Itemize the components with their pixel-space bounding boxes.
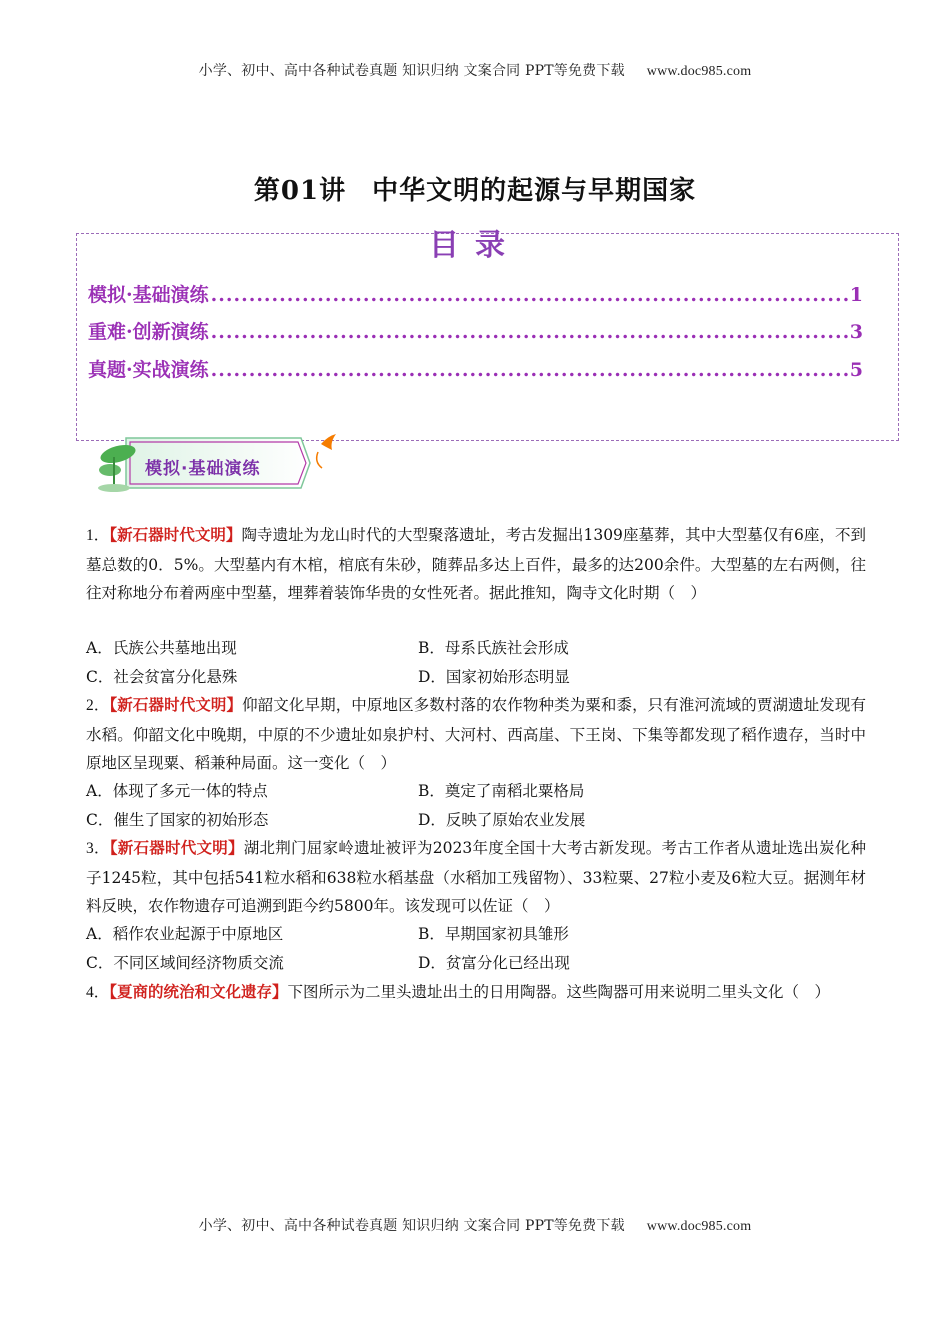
option-d[interactable]: D．国家初始形态明显 — [418, 667, 570, 686]
question-3-options — [86, 920, 866, 977]
page-header — [0, 60, 950, 80]
option-d[interactable]: D．反映了原始农业发展 — [418, 810, 586, 829]
option-b[interactable]: B．母系氏族社会形成 — [418, 639, 569, 657]
question-number: 3． — [86, 840, 110, 857]
section-label: 模拟·基础演练 — [145, 459, 261, 479]
toc-item-label: 真题·实战演练 — [88, 359, 209, 381]
option-c[interactable]: C．社会贫富分化悬殊 — [86, 667, 238, 686]
option-a[interactable]: A．体现了多元一体的特点 — [86, 782, 268, 800]
question-tag: 【新石器时代文明】 — [109, 525, 242, 544]
question-text: 陶寺遗址为龙山时代的大型聚落遗址，考古发掘出1309座墓葬，其中大型墓仅有6座，不到墓总数的0．5%。大型墓内有木棺，棺底有朱砂，随葬品多达上百件，最多的达200余件。大型墓的左右两侧，往往对称地分布着两座中型墓，埋葬着装饰华贵的女性死者。据此推知，陶寺文化时期（ ） — [86, 526, 866, 602]
option-d[interactable]: D．贫富分化已经出现 — [418, 953, 570, 972]
toc-leader — [211, 359, 848, 381]
option-a[interactable]: A．氏族公共墓地出现 — [86, 639, 237, 657]
question-number: 2． — [86, 697, 110, 714]
toc-item-1[interactable] — [88, 280, 863, 307]
toc-item-3[interactable] — [88, 355, 863, 382]
toc-item-label: 模拟·基础演练 — [88, 284, 209, 306]
page-footer — [0, 1215, 950, 1235]
lecture-name: 中华文明的起源与早期国家 — [372, 176, 697, 206]
question-1-options — [86, 634, 866, 691]
footer-site[interactable]: www.doc985.com — [646, 1219, 752, 1234]
question-3 — [86, 834, 866, 921]
toc-item-page: 3 — [849, 321, 863, 343]
footer-text: 小学、初中、高中各种试卷真题 知识归纳 文案合同 PPT等免费下载 — [198, 1218, 625, 1234]
question-2-options — [86, 777, 866, 834]
toc-item-page: 1 — [849, 284, 863, 306]
question-tag: 【新石器时代文明】 — [109, 838, 244, 857]
page-title — [0, 170, 950, 207]
question-number: 1． — [86, 527, 110, 544]
question-tag: 【新石器时代文明】 — [109, 695, 243, 714]
question-text: 湖北荆门屈家岭遗址被评为2023年度全国十大考古新发现。考古工作者从遗址选出炭化种子1245粒，其中包括541粒水稻和638粒水稻基盘（水稻加工残留物）、33粒粟、27粒小麦及6粒大豆。据测年材料反映，农作物遗存可追溯到距今约5800年。该发现可以佐证（ ） — [86, 839, 866, 915]
toc-leader — [211, 321, 848, 343]
option-c[interactable]: C．不同区域间经济物质交流 — [86, 953, 284, 972]
question-number: 4． — [86, 984, 110, 1001]
toc-item-page: 5 — [849, 359, 863, 381]
lecture-number: 第01讲 — [253, 176, 347, 206]
option-c[interactable]: C．催生了国家的初始形态 — [86, 810, 269, 829]
question-tag: 【夏商的统治和文化遗存】 — [109, 982, 288, 1001]
question-2 — [86, 691, 866, 778]
toc-heading: 目录 — [429, 228, 521, 263]
toc-leader — [211, 284, 848, 306]
question-text: 下图所示为二里头遗址出土的日用陶器。这些陶器可用来说明二里头文化（ ） — [287, 983, 831, 1001]
toc-item-2[interactable] — [88, 317, 863, 344]
header-site[interactable]: www.doc985.com — [646, 64, 752, 79]
toc-item-label: 重难·创新演练 — [88, 321, 209, 343]
option-b[interactable]: B．奠定了南稻北粟格局 — [418, 782, 585, 800]
question-text: 仰韶文化早期，中原地区多数村落的农作物种类为粟和黍，只有淮河流域的贾湖遗址发现有水稻。仰韶文化中晚期，中原的不少遗址如泉护村、大河村、西高崖、下王岗、下集等都发现了稻作遗存，当时中原地区呈现粟、稻兼种局面。这一变化（ ） — [86, 696, 866, 772]
question-1 — [86, 521, 866, 608]
option-a[interactable]: A．稻作农业起源于中原地区 — [86, 925, 284, 943]
question-4 — [86, 978, 866, 1008]
option-b[interactable]: B．早期国家初具雏形 — [418, 925, 569, 943]
header-text: 小学、初中、高中各种试卷真题 知识归纳 文案合同 PPT等免费下载 — [198, 63, 625, 79]
